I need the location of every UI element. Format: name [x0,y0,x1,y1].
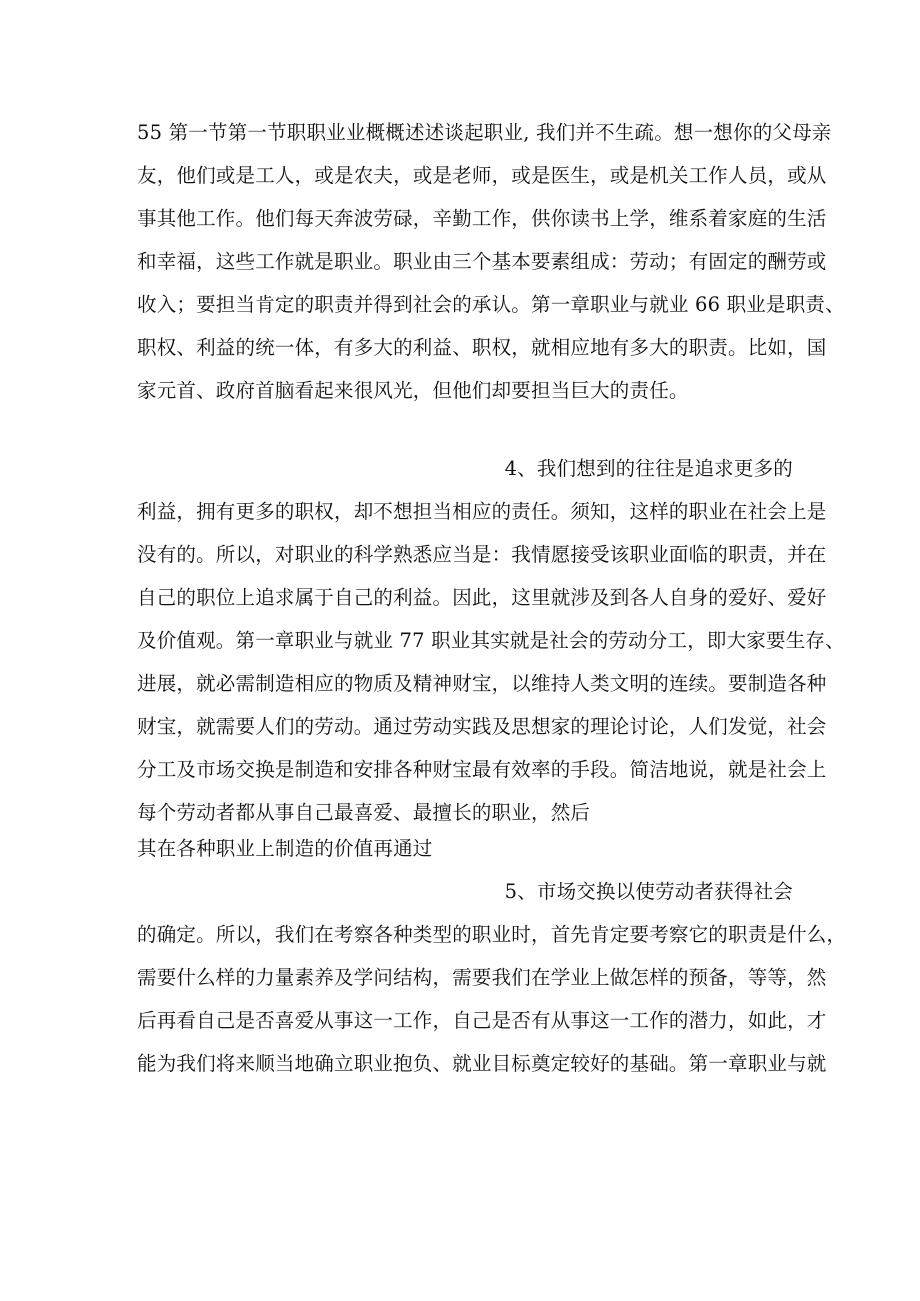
text-line: 的确定。所以，我们在考察各种类型的职业时，首先肯定要考察它的职责是什么， [137,923,847,946]
text-line: 分工及市场交换是制造和安排各种财宝最有效率的手段。简洁地说，就是社会上 [137,758,827,781]
text-line: 5、市场交换以使劳动者获得社会 [504,880,793,903]
text-line: 后再看自己是否喜爱从事这一工作，自己是否有从事这一工作的潜力，如此，才 [137,1009,827,1032]
text-line: 利益，拥有更多的职权，却不想担当相应的责任。须知，这样的职业在社会上是 [137,500,827,523]
text-line: 进展，就必需制造相应的物质及精神财宝，以维持人类文明的连续。要制造各种 [137,672,827,695]
text-line: 每个劳动者都从事自己最喜爱、最擅长的职业，然后 [137,801,591,824]
text-line: 友，他们或是工人，或是农夫，或是老师，或是医生，或是机关工作人员，或从 [137,164,827,187]
text-line: 职权、利益的统一体，有多大的利益、职权，就相应地有多大的职责。比如，国 [137,336,827,359]
text-line: 收入；要担当肯定的职责并得到社会的承认。第一章职业与就业 66 职业是职责、 [137,293,845,316]
text-line: 家元首、政府首脑看起来很风光，但他们却要担当巨大的责任。 [137,379,689,402]
text-line: 自己的职位上追求属于自己的利益。因此，这里就涉及到各人自身的爱好、爱好 [137,586,827,609]
text-line: 财宝，就需要人们的劳动。通过劳动实践及思想家的理论讨论，人们发觉，社会 [137,715,827,738]
text-line: 没有的。所以，对职业的科学熟悉应当是：我情愿接受该职业面临的职责，并在 [137,543,827,566]
text-line: 及价值观。第一章职业与就业 77 职业其实就是社会的劳动分工，即大家要生存、 [137,629,845,652]
text-line: 和幸福，这些工作就是职业。职业由三个基本要素组成：劳动；有固定的酬劳或 [137,250,827,273]
text-line: 事其他工作。他们每天奔波劳碌，辛勤工作，供你读书上学，维系着家庭的生活 [137,207,827,230]
text-line: 需要什么样的力量素养及学问结构，需要我们在学业上做怎样的预备，等等，然 [137,966,827,989]
text-line: 其在各种职业上制造的价值再通过 [137,837,433,860]
text-line: 55 第一节第一节职职业业概概述述谈起职业, 我们并不生疏。想一想你的父母亲 [137,121,832,144]
text-line: 能为我们将来顺当地确立职业抱负、就业目标奠定较好的基础。第一章职业与就 [137,1052,827,1075]
text-line: 4、我们想到的往往是追求更多的 [504,457,793,480]
